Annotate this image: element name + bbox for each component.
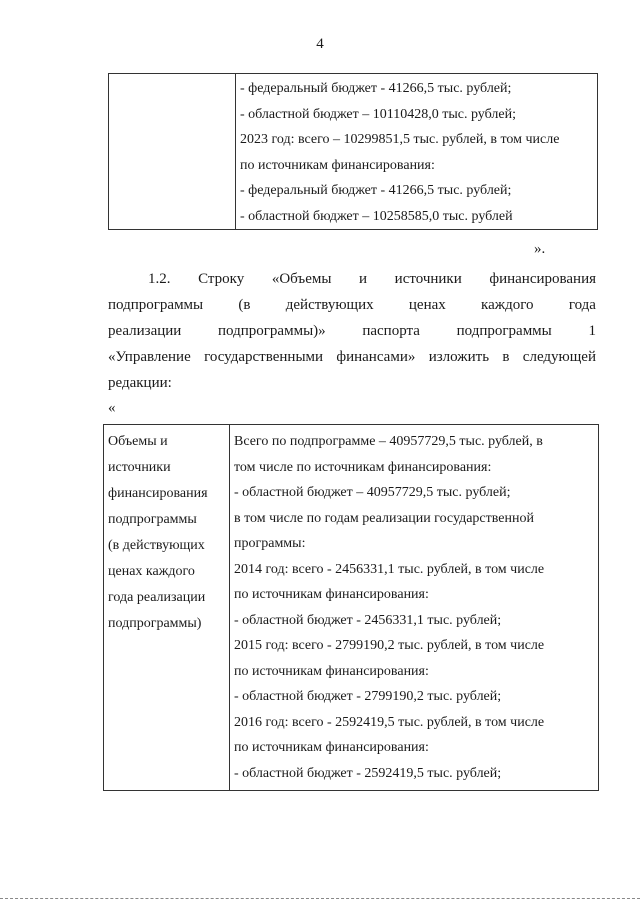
- table1-line: - областной бюджет – 10110428,0 тыс. рублей;: [240, 106, 516, 122]
- table2-label-cell: [104, 425, 230, 791]
- page-number: 4: [316, 36, 324, 52]
- paragraph-word: года: [568, 297, 596, 313]
- paragraph-word: следующей: [522, 349, 596, 365]
- table1-line: по источникам финансирования:: [240, 157, 435, 173]
- table2-label-line: (в действующих: [108, 538, 205, 553]
- table2-label-line: источники: [108, 460, 171, 475]
- table2-label-line: подпрограммы): [108, 616, 202, 631]
- table2-value-line: 2015 год: всего - 2799190,2 тыс. рублей, в том числе: [234, 638, 545, 653]
- paragraph-word: реализации: [108, 323, 182, 339]
- paragraph-word: 1: [588, 323, 596, 339]
- budget-table-continuation: [108, 73, 598, 230]
- table2-label-line: года реализации: [108, 590, 206, 605]
- table2-value-line: том числе по источникам финансирования:: [234, 459, 492, 475]
- table2-value-line: в том числе по годам реализации государственной: [234, 510, 534, 526]
- paragraph-word: подпрограммы)»: [218, 323, 326, 339]
- paragraph-line: [108, 344, 596, 370]
- table2-value-line: - областной бюджет - 2799190,2 тыс. рублей;: [234, 689, 502, 704]
- table2-value-line: по источникам финансирования:: [234, 740, 429, 755]
- table2-label-line: подпрограммы: [108, 512, 197, 527]
- table1-line: - федеральный бюджет - 41266,5 тыс. рублей;: [240, 81, 512, 96]
- paragraph-word: «Объемы: [271, 271, 332, 287]
- table2-label-line: финансирования: [108, 486, 208, 501]
- table1-line: 2023 год: всего – 10299851,5 тыс. рублей, в том числе: [240, 132, 560, 147]
- opening-quote: «: [108, 400, 116, 416]
- table1-right-cell: [236, 74, 598, 230]
- paragraph-word: действующих: [285, 297, 374, 313]
- table2-label-line: Объемы и: [108, 434, 168, 449]
- table1-left-cell: [109, 74, 236, 230]
- paragraph-word: редакции:: [108, 375, 172, 391]
- paragraph-word: источники: [394, 271, 462, 287]
- paragraph-word: государственными: [204, 349, 324, 365]
- table2-value-line: по источникам финансирования:: [234, 587, 429, 602]
- table2-value-line: программы:: [234, 536, 306, 551]
- table2-value-line: Всего по подпрограмме – 40957729,5 тыс. рублей, в: [234, 434, 543, 449]
- paragraph-line: [108, 318, 596, 344]
- paragraph-word: изложить: [428, 349, 490, 365]
- paragraph-word: подпрограммы: [456, 323, 552, 339]
- table2-value-line: 2016 год: всего - 2592419,5 тыс. рублей, в том числе: [234, 714, 545, 730]
- paragraph-word: финансирования: [489, 271, 596, 287]
- table2-value-cell: [230, 425, 599, 791]
- paragraph-word: и: [359, 271, 368, 287]
- table1-line: - областной бюджет – 10258585,0 тыс. рублей: [240, 208, 513, 224]
- paragraph-word: ценах: [408, 297, 446, 313]
- table1-line: - федеральный бюджет - 41266,5 тыс. рублей;: [240, 183, 512, 198]
- amendment-paragraph: [108, 266, 596, 396]
- paragraph-word: 1.2.: [148, 271, 171, 287]
- paragraph-word: «Управление: [108, 349, 191, 365]
- paragraph-word: в: [502, 349, 510, 365]
- paragraph-word: финансами»: [336, 349, 416, 365]
- paragraph-word: паспорта: [362, 323, 420, 339]
- table2-value-line: - областной бюджет - 2456331,1 тыс. рублей;: [234, 612, 502, 628]
- table2-value-line: по источникам финансирования:: [234, 663, 429, 679]
- paragraph-line: [108, 266, 596, 292]
- paragraph-line: [108, 292, 596, 318]
- paragraph-word: Строку: [198, 271, 245, 287]
- table2-value-line: 2014 год: всего - 2456331,1 тыс. рублей, в том числе: [234, 561, 545, 577]
- paragraph-word: подпрограммы: [108, 297, 204, 313]
- table2-value-line: - областной бюджет – 40957729,5 тыс. рублей;: [234, 485, 511, 500]
- table2-value-line: - областной бюджет - 2592419,5 тыс. рублей;: [234, 765, 502, 781]
- closing-quote: ».: [534, 241, 546, 257]
- page-bottom-edge: [0, 898, 640, 900]
- table2-label-line: ценах каждого: [108, 564, 195, 579]
- subprogram-funding-table: [103, 424, 599, 791]
- paragraph-line: [108, 370, 596, 396]
- paragraph-word: (в: [238, 297, 251, 313]
- paragraph-word: каждого: [481, 297, 534, 313]
